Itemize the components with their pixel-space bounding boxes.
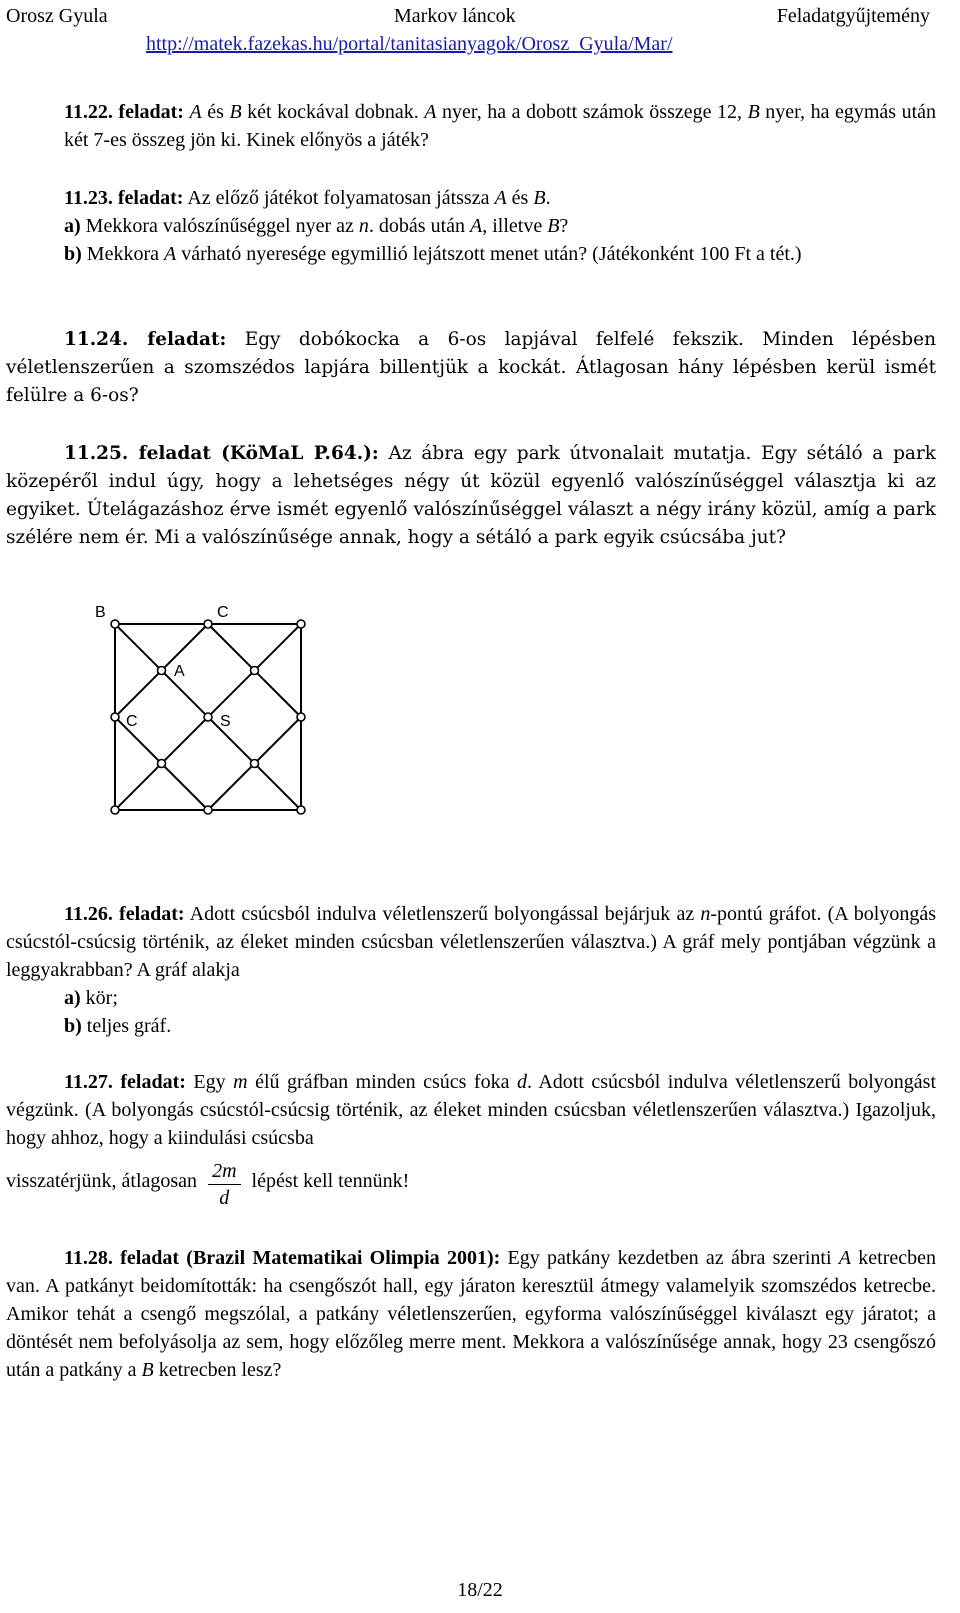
part-label: a) — [64, 987, 81, 1009]
label-b: B — [95, 604, 106, 621]
part-label: b) — [64, 1015, 82, 1037]
text: élű gráfban minden csúcs foka — [247, 1071, 517, 1093]
text: . dobás után — [368, 215, 470, 237]
text: ketrecben lesz? — [153, 1359, 282, 1381]
problem-11-26 — [6, 900, 936, 1040]
var-a: A — [164, 243, 177, 265]
header-url-link[interactable]: http://matek.fazekas.hu/portal/tanitasianyagok/Orosz_Gyula/Mar/ — [146, 33, 673, 55]
problem-11-28 — [6, 1244, 936, 1384]
header-topic: Markov láncok — [394, 5, 516, 27]
node — [297, 806, 305, 814]
problem-11-26-part-b — [6, 1012, 936, 1040]
text: Mekkora valószínűséggel nyer az — [80, 215, 359, 237]
text: Adott csúcsból indulva véletlenszerű bolyongással bejárjuk az — [184, 903, 701, 925]
var-a: A — [189, 101, 202, 123]
problem-label: 11.22. feladat: — [64, 101, 184, 123]
var-b: B — [747, 101, 760, 123]
problem-label: 11.24. feladat: — [64, 329, 227, 350]
text: és — [201, 101, 230, 123]
problem-11-23-part-b — [6, 240, 936, 268]
problem-11-23-intro — [6, 184, 936, 212]
problem-11-26-text — [6, 900, 936, 984]
problem-11-23-part-a — [6, 212, 936, 240]
problem-11-22 — [6, 98, 936, 154]
node — [204, 806, 212, 814]
text: teljes gráf. — [81, 1015, 172, 1037]
problem-label: 11.26. feladat: — [64, 903, 185, 925]
node — [251, 667, 259, 675]
var-n: n — [358, 215, 369, 237]
fraction-2m-over-d — [208, 1158, 240, 1211]
text: Az előző játékot folyamatosan játssza — [183, 187, 495, 209]
label-c-left: C — [126, 713, 138, 730]
text: Mekkora — [81, 243, 164, 265]
node — [251, 760, 259, 768]
header-collection: Feladatgyűjtemény — [776, 5, 930, 27]
text: és — [506, 187, 534, 209]
problem-label: 11.25. feladat (KöMaL P.64.): — [64, 443, 379, 464]
problem-11-25-text — [6, 440, 936, 552]
var-m: m — [233, 1071, 248, 1093]
node — [158, 667, 166, 675]
text: Egy patkány kezdetben az ábra szerinti — [500, 1247, 839, 1269]
problem-label: 11.27. feladat: — [64, 1071, 186, 1093]
text: lépést kell tennünk! — [251, 1170, 410, 1193]
var-n: n — [700, 903, 711, 925]
problem-11-25 — [6, 440, 936, 552]
text: . Adott csúcsból indulva véletlenszerű bolyongást végzünk. (A bolyongás csúcstól-csúcsig történik, az éleket minden csúcsban véletlenszerűen választva.) Igazoljuk, hogy ahhoz, hogy a kiindulási csúcsba — [6, 1071, 937, 1149]
var-b: B — [533, 187, 546, 209]
text: várható nyeresége egymillió lejátszott menet után? (Játékonként 100 Ft a tét.) — [176, 243, 802, 265]
fraction-numerator: 2m — [208, 1158, 240, 1185]
node — [111, 620, 119, 628]
problem-11-24 — [6, 326, 936, 410]
text: ? — [559, 215, 569, 237]
node — [111, 713, 119, 721]
fraction-denominator: d — [219, 1187, 230, 1209]
text: Egy — [185, 1071, 234, 1093]
node — [297, 620, 305, 628]
page-number: 18/22 — [457, 1579, 503, 1601]
text: . — [545, 187, 551, 209]
text: kör; — [80, 987, 118, 1009]
problem-label: 11.28. feladat (Brazil Matematikai Olimpia 2001): — [64, 1247, 501, 1269]
node — [204, 620, 212, 628]
problem-label: 11.23. feladat: — [64, 187, 184, 209]
var-a: A — [424, 101, 437, 123]
var-b: B — [141, 1359, 154, 1381]
part-label: b) — [64, 243, 82, 265]
var-b: B — [229, 101, 242, 123]
text: Egy dobókocka a 6-os lapjával felfelé fekszik. Minden lépésben véletlenszerűen a szomszédos lapjára billentjük a kockát. Átlagosan hány lépésben kerül ismét felülre a 6-os? — [6, 329, 936, 406]
problem-11-24-text — [6, 326, 936, 410]
text: , illetve — [482, 215, 548, 237]
text: két kockával dobnak. — [241, 101, 425, 123]
park-paths-figure — [90, 596, 330, 856]
problem-11-27-formula-line — [6, 1156, 936, 1209]
var-b: B — [547, 215, 560, 237]
problem-11-23 — [6, 184, 936, 268]
text: ketrecben van. A patkányt beidomították: ha csengőszót hall, egy járaton keresztül átmegy valamelyik szomszédos ketrecbe. Amikor tehát a csengő megszólal, a patkány véletlenszerűen, egyforma valószínűséggel kiválaszt egy járatot; a döntését nem befolyásolja az sem, hogy előzőleg merre ment. Mekkora a valószínűsége annak, hogy 23 csengőszó után a patkány a — [6, 1247, 936, 1381]
label-s: S — [220, 713, 231, 730]
node — [204, 713, 212, 721]
var-a: A — [494, 187, 507, 209]
node — [297, 713, 305, 721]
part-label: a) — [64, 215, 81, 237]
text: nyer, ha egymás után két 7-es összeg jön ki. Kinek előnyös a játék? — [64, 101, 937, 151]
text: Az ábra egy park útvonalait mutatja. Egy sétáló a park közepéről indul úgy, hogy a lehetséges négy út közül egyenlő valószínűséggel választja ki az egyiket. Útelágazáshoz érve ismét egyenlő valószínűséggel választ a négy irány közül, amíg a park szélére nem ér. Mi a valószínűsége annak, hogy a sétáló a park egyik csúcsába jut? — [6, 443, 936, 548]
header-author: Orosz Gyula — [6, 5, 108, 27]
var-a: A — [470, 215, 483, 237]
text: visszatérjünk, átlagosan — [6, 1170, 198, 1193]
problem-11-26-part-a — [6, 984, 936, 1012]
node — [158, 760, 166, 768]
label-a: A — [174, 663, 185, 680]
problem-11-27-text — [6, 1068, 936, 1152]
var-d: d — [516, 1071, 527, 1093]
text: -pontú gráfot. (A bolyongás csúcstól-csúcsig történik, az éleket minden csúcsban véletlenszerűen választva.) A gráf mely pontjában végzünk a leggyakrabban? A gráf alakja — [6, 903, 937, 981]
problem-11-27 — [6, 1068, 936, 1209]
node — [111, 806, 119, 814]
text: nyer, ha a dobott számok összege 12, — [436, 101, 748, 123]
label-c-top: C — [217, 604, 229, 621]
var-a: A — [838, 1247, 851, 1269]
problem-11-28-text — [6, 1244, 936, 1384]
